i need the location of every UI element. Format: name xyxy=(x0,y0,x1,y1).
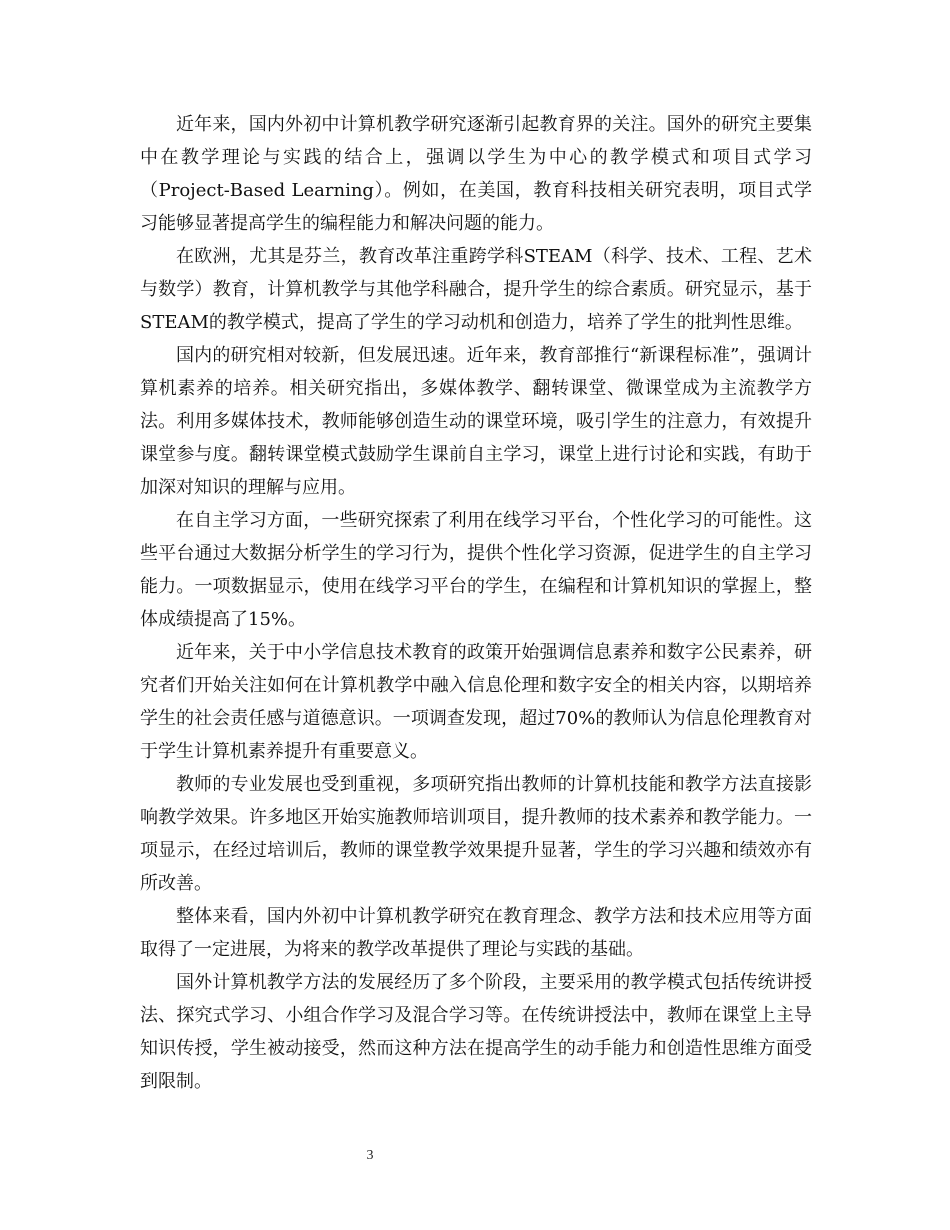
paragraph-4: 在自主学习方面，一些研究探索了利用在线学习平台，个性化学习的可能性。这些平台通过大数据分析学生的学习行为，提供个性化学习资源，促进学生的自主学习能力。一项数据显示，使用在线学习平台的学生，在编程和计算机知识的掌握上，整体成绩提高了15%。 xyxy=(140,510,812,630)
paragraph-2: 在欧洲，尤其是芬兰，教育改革注重跨学科STEAM（科学、技术、工程、艺术与数学）教育，计算机教学与其他学科融合，提升学生的综合素质。研究显示，基于STEAM的教学模式，提高了学生的学习动机和创造力，培养了学生的批判性思维。 xyxy=(140,246,812,333)
paragraph-5: 近年来，关于中小学信息技术教育的政策开始强调信息素养和数字公民素养，研究者们开始关注如何在计算机教学中融入信息伦理和数字安全的相关内容，以期培养学生的社会责任感与道德意识。一项调查发现，超过70%的教师认为信息伦理教育对于学生计算机素养提升有重要意义。 xyxy=(140,642,812,762)
paragraph-8: 国外计算机教学方法的发展经历了多个阶段，主要采用的教学模式包括传统讲授法、探究式学习、小组合作学习及混合学习等。在传统讲授法中，教师在课堂上主导知识传授，学生被动接受，然而这种方法在提高学生的动手能力和创造性思维方面受到限制。 xyxy=(140,972,812,1092)
body-text xyxy=(140,108,812,1098)
page-number: 3 xyxy=(366,1148,374,1163)
paragraph-6: 教师的专业发展也受到重视，多项研究指出教师的计算机技能和教学方法直接影响教学效果。许多地区开始实施教师培训项目，提升教师的技术素养和教学能力。一项显示，在经过培训后，教师的课堂教学效果提升显著，学生的学习兴趣和绩效亦有所改善。 xyxy=(140,774,812,894)
paragraph-3: 国内的研究相对较新，但发展迅速。近年来，教育部推行“新课程标准”，强调计算机素养的培养。相关研究指出，多媒体教学、翻转课堂、微课堂成为主流教学方法。利用多媒体技术，教师能够创造生动的课堂环境，吸引学生的注意力，有效提升课堂参与度。翻转课堂模式鼓励学生课前自主学习，课堂上进行讨论和实践，有助于加深对知识的理解与应用。 xyxy=(140,345,812,498)
paragraph-1: 近年来，国内外初中计算机教学研究逐渐引起教育界的关注。国外的研究主要集中在教学理论与实践的结合上，强调以学生为中心的教学模式和项目式学习（Project-Based Learning）。例如，在美国，教育科技相关研究表明，项目式学习能够显著提高学生的编程能力和解决问题的能力。 xyxy=(140,114,812,234)
paragraph-7: 整体来看，国内外初中计算机教学研究在教育理念、教学方法和技术应用等方面取得了一定进展，为将来的教学改革提供了理论与实践的基础。 xyxy=(140,906,812,960)
